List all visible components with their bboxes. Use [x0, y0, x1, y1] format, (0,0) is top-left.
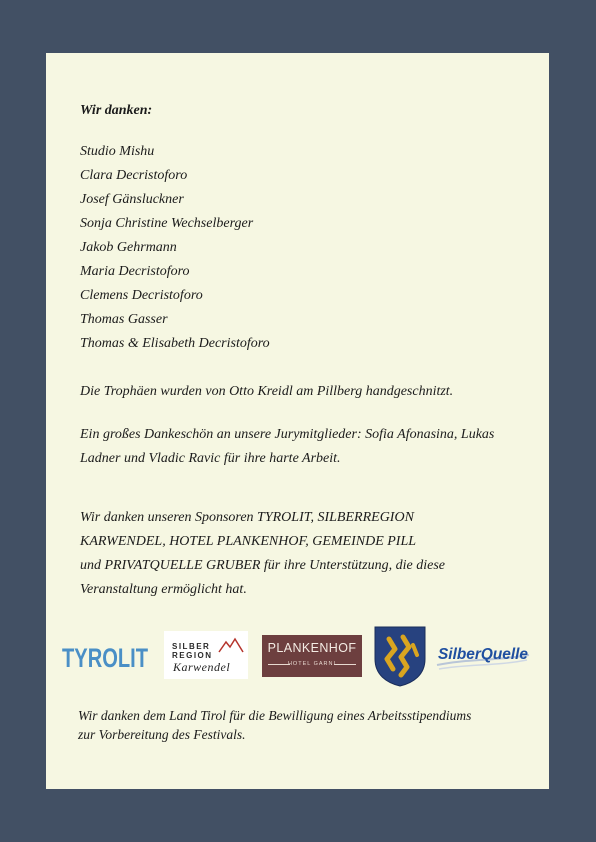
silberquelle-logo-text: SilberQuelle	[438, 646, 529, 663]
plankenhof-logo-text: PLANKENHOF	[267, 641, 357, 655]
name-item: Studio Mishu	[80, 144, 155, 159]
tyrolit-logo	[60, 637, 150, 675]
plankenhof-logo-subtext: HOTEL GARNI	[287, 661, 337, 667]
name-item: Clara Decristoforo	[80, 168, 188, 183]
name-item: Sonja Christine Wechselberger	[80, 216, 254, 231]
name-item: Thomas Gasser	[80, 312, 168, 327]
jury-line: Ein großes Dankeschön an unsere Jurymitglieder: Sofia Afonasina, Lukas	[80, 427, 495, 442]
sponsor-line: Wir danken unseren Sponsoren TYROLIT, SILBERREGION	[80, 510, 414, 525]
plankenhof-logo	[262, 635, 362, 677]
name-item: Thomas & Elisabeth Decristoforo	[80, 336, 270, 351]
silberregion-logo-line1: SILBER	[172, 642, 211, 651]
sponsor-line: Veranstaltung ermöglicht hat.	[80, 582, 247, 597]
name-item: Clemens Decristoforo	[80, 288, 203, 303]
final-line: Wir danken dem Land Tirol für die Bewilligung eines Arbeitsstipendiums	[78, 708, 472, 723]
jury-paragraph	[80, 423, 494, 471]
sponsor-line: und PRIVATQUELLE GRUBER für ihre Unterstützung, die diese	[80, 558, 445, 573]
name-item: Maria Decristoforo	[80, 264, 190, 279]
tyrolit-logo-text: TYROLIT	[62, 643, 149, 673]
sponsors-paragraph	[80, 506, 445, 602]
name-item: Josef Gänsluckner	[80, 192, 184, 207]
trophy-paragraph: Die Trophäen wurden von Otto Kreidl am Pillberg handgeschnitzt.	[80, 384, 454, 399]
document-page	[46, 53, 549, 789]
heading: Wir danken:	[80, 103, 153, 118]
mountain-icon	[218, 637, 244, 653]
silberregion-karwendel-logo	[164, 631, 248, 679]
final-paragraph	[78, 706, 471, 744]
sponsor-logos	[60, 625, 540, 689]
final-line: zur Vorbereitung des Festivals.	[78, 727, 246, 742]
silberregion-logo-line2: REGION	[172, 651, 213, 660]
silberregion-logo-script: Karwendel	[173, 660, 231, 674]
jury-line: Ladner und Vladic Ravic für ihre harte Arbeit.	[80, 451, 341, 466]
sponsor-line: KARWENDEL, HOTEL PLANKENHOF, GEMEINDE PILL	[80, 534, 417, 549]
silberquelle-logo	[435, 639, 531, 673]
thanks-name-list	[80, 140, 270, 356]
gemeinde-pill-crest-icon	[373, 625, 427, 687]
name-item: Jakob Gehrmann	[80, 240, 177, 255]
